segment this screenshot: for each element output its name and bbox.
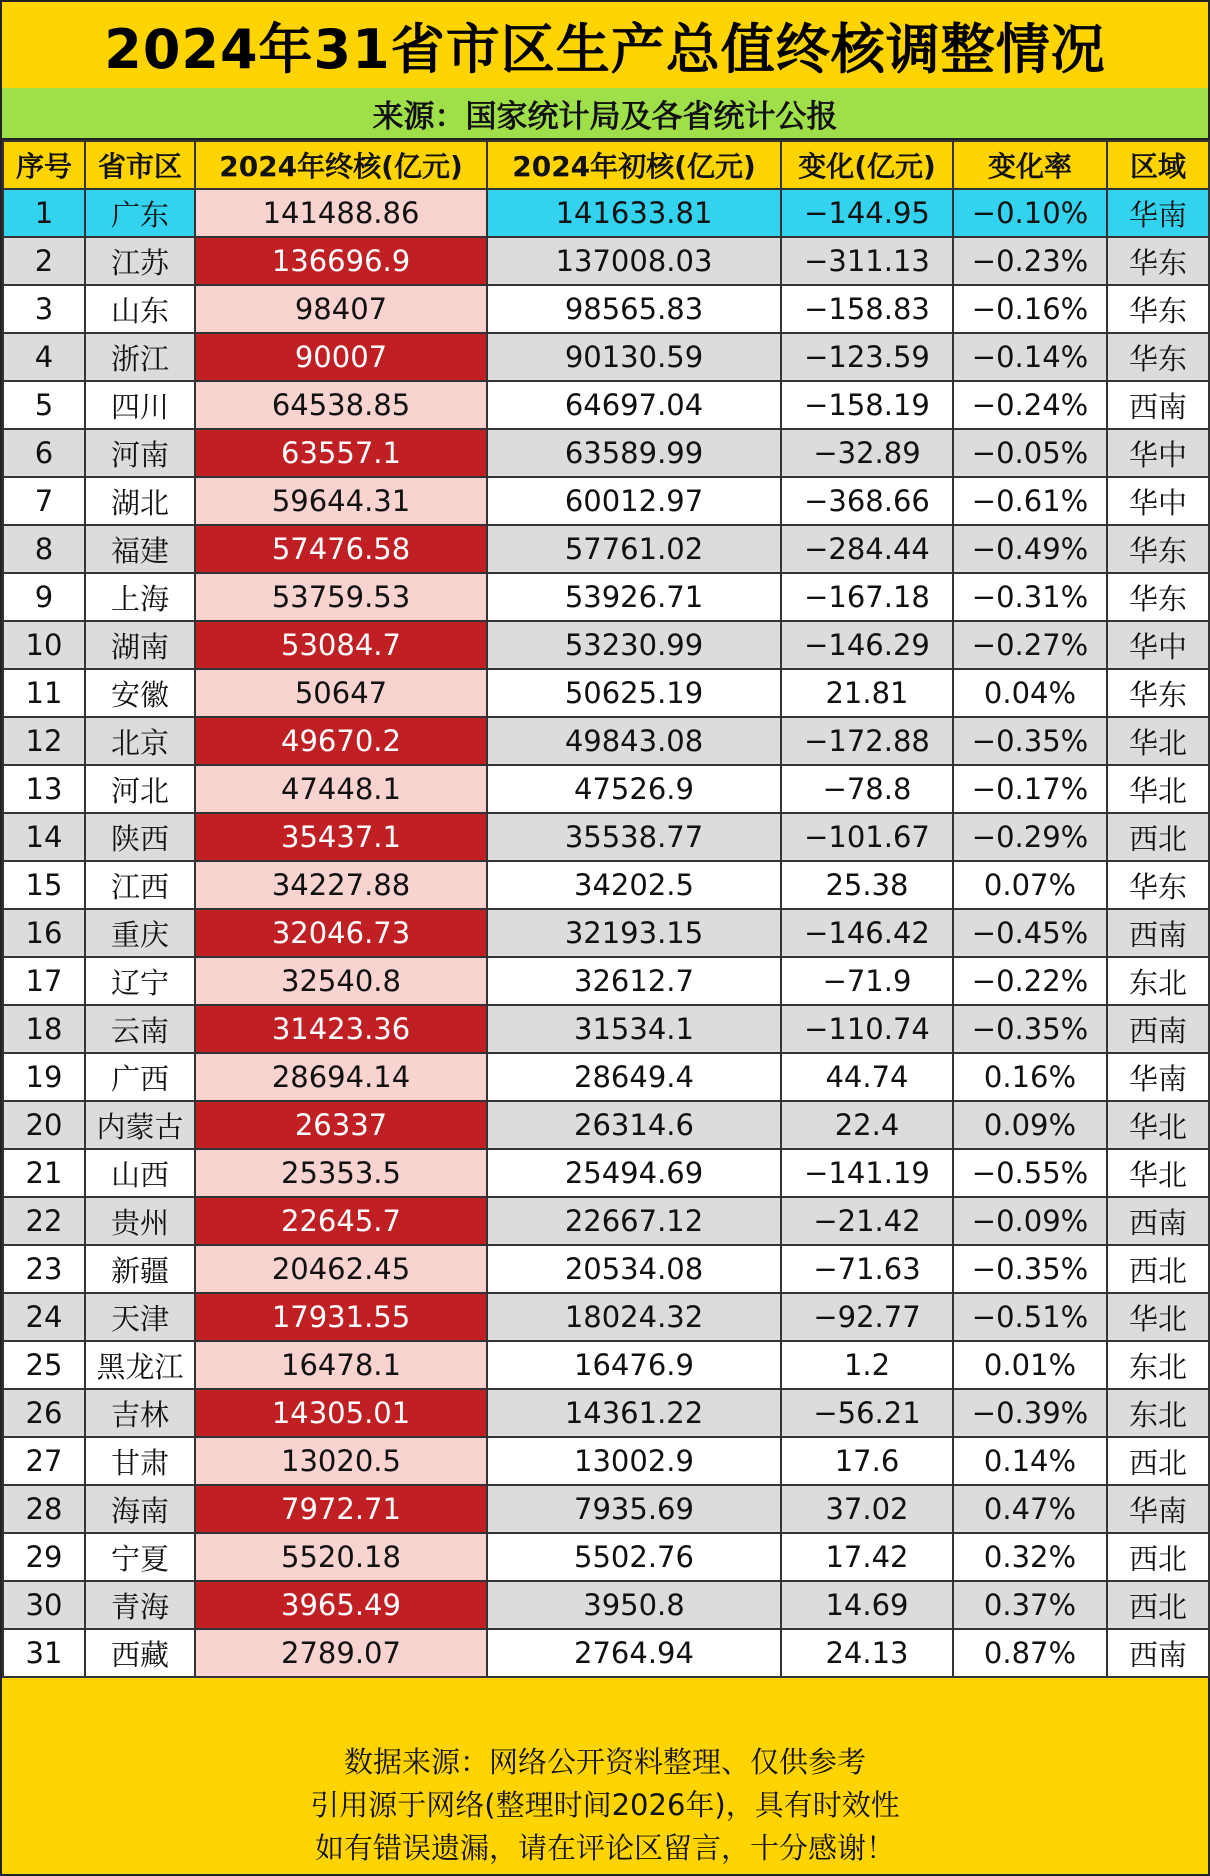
cell-change: 24.13 [781, 1629, 953, 1677]
cell-change: −146.42 [781, 909, 953, 957]
cell-index: 9 [3, 573, 85, 621]
cell-initial-gdp: 137008.03 [487, 237, 781, 285]
cell-initial-gdp: 14361.22 [487, 1389, 781, 1437]
cell-initial-gdp: 32193.15 [487, 909, 781, 957]
cell-change-rate: −0.49% [953, 525, 1107, 573]
cell-change: 37.02 [781, 1485, 953, 1533]
table-row [3, 525, 1209, 573]
cell-final-gdp: 98407 [195, 285, 487, 333]
cell-initial-gdp: 25494.69 [487, 1149, 781, 1197]
cell-province: 甘肃 [85, 1437, 195, 1485]
cell-change: 17.42 [781, 1533, 953, 1581]
cell-initial-gdp: 50625.19 [487, 669, 781, 717]
cell-index: 14 [3, 813, 85, 861]
cell-index: 2 [3, 237, 85, 285]
cell-area: 东北 [1107, 957, 1209, 1005]
cell-province: 重庆 [85, 909, 195, 957]
cell-area: 华南 [1107, 1485, 1209, 1533]
cell-change-rate: −0.51% [953, 1293, 1107, 1341]
cell-initial-gdp: 18024.32 [487, 1293, 781, 1341]
cell-change: −146.29 [781, 621, 953, 669]
cell-province: 湖南 [85, 621, 195, 669]
cell-initial-gdp: 3950.8 [487, 1581, 781, 1629]
cell-change: −71.63 [781, 1245, 953, 1293]
cell-index: 28 [3, 1485, 85, 1533]
cell-change-rate: −0.17% [953, 765, 1107, 813]
cell-change-rate: 0.37% [953, 1581, 1107, 1629]
cell-province: 江苏 [85, 237, 195, 285]
cell-final-gdp: 141488.86 [195, 189, 487, 237]
source-note: 来源：国家统计局及各省统计公报 [2, 88, 1208, 140]
cell-province: 吉林 [85, 1389, 195, 1437]
cell-initial-gdp: 7935.69 [487, 1485, 781, 1533]
cell-final-gdp: 64538.85 [195, 381, 487, 429]
cell-final-gdp: 50647 [195, 669, 487, 717]
cell-change-rate: −0.22% [953, 957, 1107, 1005]
cell-index: 10 [3, 621, 85, 669]
cell-province: 广东 [85, 189, 195, 237]
footer-line: 引用源于网络(整理时间2026年)，具有时效性 [310, 1787, 900, 1822]
cell-final-gdp: 28694.14 [195, 1053, 487, 1101]
cell-change: −101.67 [781, 813, 953, 861]
cell-province: 黑龙江 [85, 1341, 195, 1389]
footer-line: 数据来源：网络公开资料整理、仅供参考 [343, 1744, 866, 1779]
cell-change: 17.6 [781, 1437, 953, 1485]
header-area: 区域 [1107, 141, 1209, 189]
cell-initial-gdp: 2764.94 [487, 1629, 781, 1677]
cell-final-gdp: 90007 [195, 333, 487, 381]
cell-change-rate: 0.14% [953, 1437, 1107, 1485]
table-row [3, 765, 1209, 813]
cell-initial-gdp: 5502.76 [487, 1533, 781, 1581]
table-row [3, 333, 1209, 381]
cell-index: 3 [3, 285, 85, 333]
cell-province: 浙江 [85, 333, 195, 381]
cell-area: 西南 [1107, 381, 1209, 429]
cell-index: 18 [3, 1005, 85, 1053]
header-initial: 2024年初核(亿元) [487, 141, 781, 189]
cell-area: 西南 [1107, 1629, 1209, 1677]
cell-change-rate: 0.16% [953, 1053, 1107, 1101]
page-title: 2024年31省市区生产总值终核调整情况 [2, 2, 1208, 90]
table-row [3, 381, 1209, 429]
cell-index: 23 [3, 1245, 85, 1293]
footer-line: 如有错误遗漏，请在评论区留言，十分感谢！ [314, 1830, 895, 1865]
cell-area: 华东 [1107, 333, 1209, 381]
cell-area: 西南 [1107, 1197, 1209, 1245]
cell-initial-gdp: 53926.71 [487, 573, 781, 621]
cell-change-rate: −0.35% [953, 1005, 1107, 1053]
table-row [3, 1533, 1209, 1581]
cell-index: 6 [3, 429, 85, 477]
cell-change-rate: −0.24% [953, 381, 1107, 429]
cell-change-rate: −0.09% [953, 1197, 1107, 1245]
cell-province: 山西 [85, 1149, 195, 1197]
cell-change: 22.4 [781, 1101, 953, 1149]
cell-change: −158.19 [781, 381, 953, 429]
cell-final-gdp: 17931.55 [195, 1293, 487, 1341]
table-row [3, 957, 1209, 1005]
table-row [3, 909, 1209, 957]
cell-final-gdp: 32540.8 [195, 957, 487, 1005]
table-row [3, 621, 1209, 669]
cell-change-rate: 0.04% [953, 669, 1107, 717]
cell-change-rate: −0.27% [953, 621, 1107, 669]
cell-area: 西北 [1107, 1437, 1209, 1485]
cell-change-rate: −0.55% [953, 1149, 1107, 1197]
cell-initial-gdp: 53230.99 [487, 621, 781, 669]
cell-index: 29 [3, 1533, 85, 1581]
cell-initial-gdp: 34202.5 [487, 861, 781, 909]
cell-change-rate: −0.31% [953, 573, 1107, 621]
cell-index: 4 [3, 333, 85, 381]
cell-index: 30 [3, 1581, 85, 1629]
cell-area: 华北 [1107, 765, 1209, 813]
cell-index: 11 [3, 669, 85, 717]
cell-area: 西南 [1107, 909, 1209, 957]
cell-change: −167.18 [781, 573, 953, 621]
cell-initial-gdp: 16476.9 [487, 1341, 781, 1389]
table-row [3, 861, 1209, 909]
cell-province: 海南 [85, 1485, 195, 1533]
cell-change: −78.8 [781, 765, 953, 813]
cell-change: −172.88 [781, 717, 953, 765]
cell-change: −92.77 [781, 1293, 953, 1341]
cell-area: 华中 [1107, 621, 1209, 669]
cell-final-gdp: 49670.2 [195, 717, 487, 765]
table-row [3, 1245, 1209, 1293]
table-row [3, 1197, 1209, 1245]
cell-province: 湖北 [85, 477, 195, 525]
cell-province: 广西 [85, 1053, 195, 1101]
cell-change: 21.81 [781, 669, 953, 717]
cell-change: −284.44 [781, 525, 953, 573]
cell-change: −144.95 [781, 189, 953, 237]
cell-final-gdp: 59644.31 [195, 477, 487, 525]
cell-area: 华东 [1107, 237, 1209, 285]
cell-area: 华东 [1107, 525, 1209, 573]
cell-change-rate: −0.14% [953, 333, 1107, 381]
table-row [3, 1485, 1209, 1533]
cell-change-rate: −0.39% [953, 1389, 1107, 1437]
cell-final-gdp: 53759.53 [195, 573, 487, 621]
table-row [3, 285, 1209, 333]
cell-province: 陕西 [85, 813, 195, 861]
cell-initial-gdp: 64697.04 [487, 381, 781, 429]
cell-index: 7 [3, 477, 85, 525]
table-row [3, 669, 1209, 717]
cell-province: 新疆 [85, 1245, 195, 1293]
cell-final-gdp: 35437.1 [195, 813, 487, 861]
cell-final-gdp: 20462.45 [195, 1245, 487, 1293]
table-row [3, 189, 1209, 237]
table-body [3, 189, 1209, 1677]
cell-initial-gdp: 98565.83 [487, 285, 781, 333]
gdp-table [2, 140, 1210, 1678]
cell-initial-gdp: 32612.7 [487, 957, 781, 1005]
cell-province: 青海 [85, 1581, 195, 1629]
cell-change-rate: −0.05% [953, 429, 1107, 477]
cell-province: 山东 [85, 285, 195, 333]
cell-area: 西北 [1107, 1245, 1209, 1293]
cell-final-gdp: 63557.1 [195, 429, 487, 477]
cell-change: −123.59 [781, 333, 953, 381]
cell-index: 25 [3, 1341, 85, 1389]
cell-area: 西北 [1107, 1533, 1209, 1581]
cell-province: 宁夏 [85, 1533, 195, 1581]
cell-final-gdp: 13020.5 [195, 1437, 487, 1485]
cell-change-rate: −0.35% [953, 717, 1107, 765]
cell-province: 北京 [85, 717, 195, 765]
cell-province: 西藏 [85, 1629, 195, 1677]
cell-final-gdp: 3965.49 [195, 1581, 487, 1629]
cell-change-rate: −0.45% [953, 909, 1107, 957]
cell-area: 华北 [1107, 717, 1209, 765]
cell-final-gdp: 57476.58 [195, 525, 487, 573]
cell-initial-gdp: 90130.59 [487, 333, 781, 381]
cell-area: 华东 [1107, 669, 1209, 717]
cell-final-gdp: 25353.5 [195, 1149, 487, 1197]
cell-change: −368.66 [781, 477, 953, 525]
cell-final-gdp: 22645.7 [195, 1197, 487, 1245]
cell-index: 31 [3, 1629, 85, 1677]
cell-province: 上海 [85, 573, 195, 621]
cell-index: 16 [3, 909, 85, 957]
cell-final-gdp: 26337 [195, 1101, 487, 1149]
table-row [3, 429, 1209, 477]
cell-index: 1 [3, 189, 85, 237]
table-row [3, 1053, 1209, 1101]
cell-final-gdp: 136696.9 [195, 237, 487, 285]
cell-initial-gdp: 20534.08 [487, 1245, 781, 1293]
cell-index: 26 [3, 1389, 85, 1437]
cell-area: 华东 [1107, 861, 1209, 909]
cell-final-gdp: 2789.07 [195, 1629, 487, 1677]
cell-change: −32.89 [781, 429, 953, 477]
cell-change-rate: −0.23% [953, 237, 1107, 285]
cell-area: 华南 [1107, 189, 1209, 237]
cell-final-gdp: 32046.73 [195, 909, 487, 957]
table-row [3, 573, 1209, 621]
cell-index: 20 [3, 1101, 85, 1149]
cell-area: 西北 [1107, 1581, 1209, 1629]
footer-notes [2, 1736, 1208, 1874]
table-row [3, 477, 1209, 525]
cell-change: 14.69 [781, 1581, 953, 1629]
cell-index: 5 [3, 381, 85, 429]
cell-final-gdp: 5520.18 [195, 1533, 487, 1581]
cell-initial-gdp: 35538.77 [487, 813, 781, 861]
cell-change: 44.74 [781, 1053, 953, 1101]
cell-change-rate: 0.01% [953, 1341, 1107, 1389]
cell-index: 12 [3, 717, 85, 765]
cell-final-gdp: 14305.01 [195, 1389, 487, 1437]
cell-index: 17 [3, 957, 85, 1005]
cell-area: 西北 [1107, 813, 1209, 861]
cell-index: 15 [3, 861, 85, 909]
cell-change: −311.13 [781, 237, 953, 285]
cell-area: 华东 [1107, 285, 1209, 333]
cell-initial-gdp: 13002.9 [487, 1437, 781, 1485]
table-row [3, 237, 1209, 285]
cell-area: 华北 [1107, 1101, 1209, 1149]
cell-initial-gdp: 22667.12 [487, 1197, 781, 1245]
cell-index: 21 [3, 1149, 85, 1197]
cell-final-gdp: 53084.7 [195, 621, 487, 669]
cell-change: 1.2 [781, 1341, 953, 1389]
table-row [3, 1437, 1209, 1485]
cell-initial-gdp: 63589.99 [487, 429, 781, 477]
cell-initial-gdp: 57761.02 [487, 525, 781, 573]
cell-index: 19 [3, 1053, 85, 1101]
cell-area: 华中 [1107, 429, 1209, 477]
cell-initial-gdp: 31534.1 [487, 1005, 781, 1053]
table-header-row [3, 141, 1209, 189]
cell-area: 华东 [1107, 573, 1209, 621]
cell-final-gdp: 34227.88 [195, 861, 487, 909]
table-row [3, 1293, 1209, 1341]
cell-change-rate: −0.35% [953, 1245, 1107, 1293]
table-row [3, 1101, 1209, 1149]
cell-province: 四川 [85, 381, 195, 429]
cell-index: 24 [3, 1293, 85, 1341]
header-change: 变化(亿元) [781, 141, 953, 189]
cell-change-rate: 0.87% [953, 1629, 1107, 1677]
cell-province: 河北 [85, 765, 195, 813]
cell-change-rate: −0.29% [953, 813, 1107, 861]
cell-area: 华北 [1107, 1293, 1209, 1341]
cell-initial-gdp: 141633.81 [487, 189, 781, 237]
cell-change: −56.21 [781, 1389, 953, 1437]
table-row [3, 1149, 1209, 1197]
cell-province: 天津 [85, 1293, 195, 1341]
table-row [3, 1341, 1209, 1389]
cell-area: 西南 [1107, 1005, 1209, 1053]
cell-area: 华北 [1107, 1149, 1209, 1197]
cell-change: −158.83 [781, 285, 953, 333]
table-row [3, 717, 1209, 765]
cell-change-rate: 0.32% [953, 1533, 1107, 1581]
cell-province: 江西 [85, 861, 195, 909]
cell-change-rate: −0.61% [953, 477, 1107, 525]
header-final: 2024年终核(亿元) [195, 141, 487, 189]
header-region-name: 省市区 [85, 141, 195, 189]
cell-province: 云南 [85, 1005, 195, 1053]
cell-final-gdp: 47448.1 [195, 765, 487, 813]
cell-province: 安徽 [85, 669, 195, 717]
cell-index: 27 [3, 1437, 85, 1485]
cell-change: 25.38 [781, 861, 953, 909]
cell-change-rate: 0.47% [953, 1485, 1107, 1533]
cell-initial-gdp: 47526.9 [487, 765, 781, 813]
cell-area: 华中 [1107, 477, 1209, 525]
cell-final-gdp: 7972.71 [195, 1485, 487, 1533]
cell-change: −21.42 [781, 1197, 953, 1245]
cell-province: 河南 [85, 429, 195, 477]
cell-area: 东北 [1107, 1389, 1209, 1437]
header-change-rate: 变化率 [953, 141, 1107, 189]
cell-index: 13 [3, 765, 85, 813]
cell-index: 22 [3, 1197, 85, 1245]
cell-initial-gdp: 26314.6 [487, 1101, 781, 1149]
cell-initial-gdp: 49843.08 [487, 717, 781, 765]
cell-province: 贵州 [85, 1197, 195, 1245]
cell-change-rate: 0.09% [953, 1101, 1107, 1149]
table-row [3, 1629, 1209, 1677]
cell-change-rate: −0.16% [953, 285, 1107, 333]
cell-province: 内蒙古 [85, 1101, 195, 1149]
table-row [3, 813, 1209, 861]
cell-change: −110.74 [781, 1005, 953, 1053]
cell-change: −141.19 [781, 1149, 953, 1197]
cell-change-rate: −0.10% [953, 189, 1107, 237]
table-row [3, 1005, 1209, 1053]
cell-province: 福建 [85, 525, 195, 573]
cell-initial-gdp: 60012.97 [487, 477, 781, 525]
cell-province: 辽宁 [85, 957, 195, 1005]
cell-final-gdp: 16478.1 [195, 1341, 487, 1389]
cell-area: 东北 [1107, 1341, 1209, 1389]
cell-area: 华南 [1107, 1053, 1209, 1101]
cell-index: 8 [3, 525, 85, 573]
cell-change-rate: 0.07% [953, 861, 1107, 909]
header-index: 序号 [3, 141, 85, 189]
cell-change: −71.9 [781, 957, 953, 1005]
cell-initial-gdp: 28649.4 [487, 1053, 781, 1101]
cell-final-gdp: 31423.36 [195, 1005, 487, 1053]
table-row [3, 1581, 1209, 1629]
table-row [3, 1389, 1209, 1437]
